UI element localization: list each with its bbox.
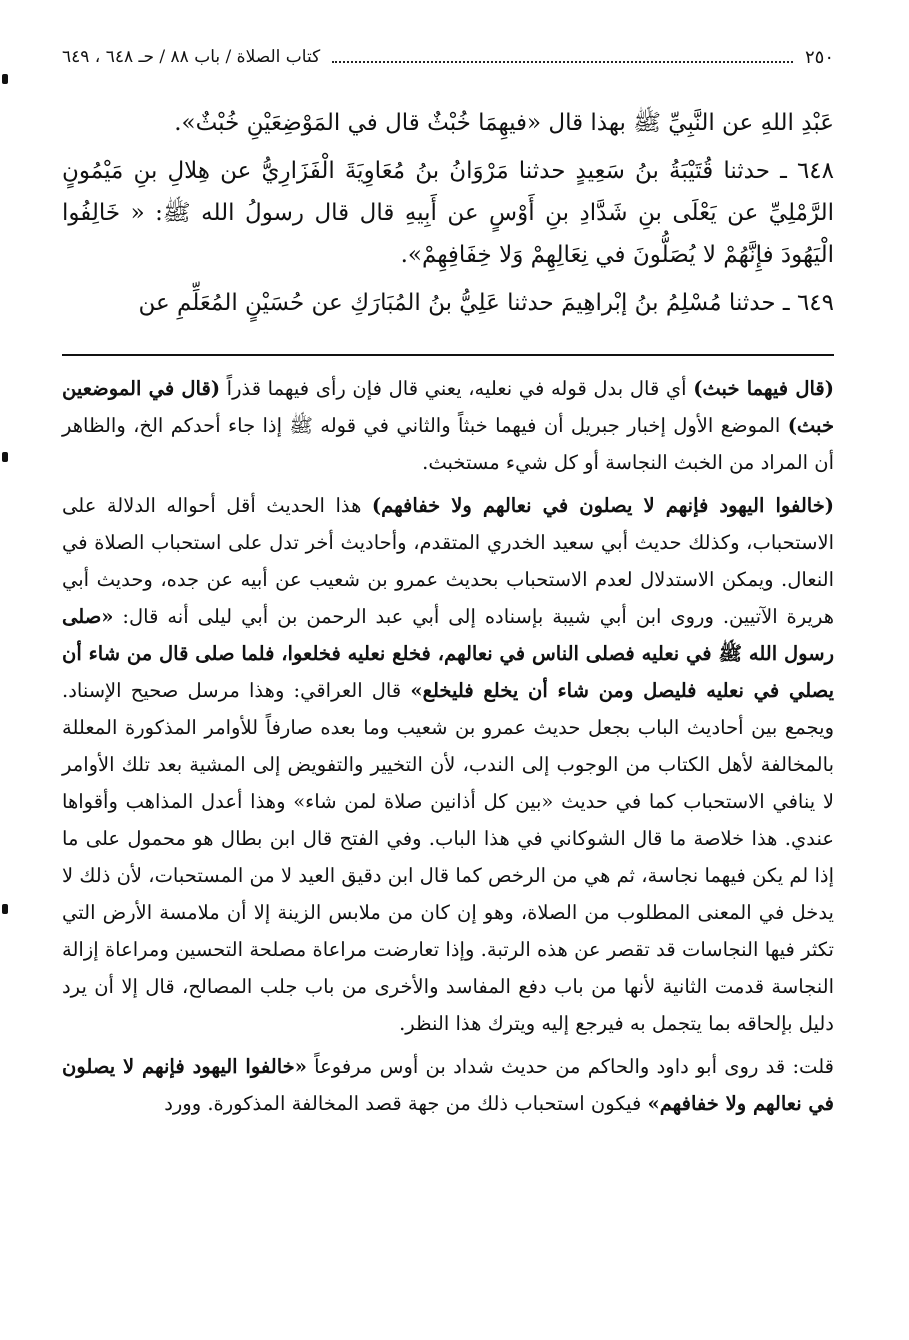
running-title: كتاب الصلاة / باب ٨٨ / حـ ٦٤٨ ، ٦٤٩ <box>62 47 321 67</box>
hadith-649: ٦٤٩ ـ حدثنا مُسْلِمُ بنُ إبْراهِيمَ حدثنا عَلِيُّ بنُ المُبَارَكِ عن حُسَيْنٍ المُعَلِّمِ عن <box>138 290 834 316</box>
margin-mark-lower <box>2 904 8 914</box>
commentary-paragraph-1 <box>62 370 834 481</box>
commentary-text: هذا الحديث أقل أحواله الدلالة على الاستحباب، وكذلك حديث أبي سعيد الخدري المتقدم، وأحاديث أخر تدل على استحباب الصلاة في النعال. ويمكن الاستدلال لعدم الاستحباب بحديث عمرو بن شعيب عن أبيه عن جده، وحديث أبي هريرة الآتيين. وروى ابن أبي شيبة بإسناده إلى أبي عبد الرحمن بن أبي ليلى أنه قال: <box>62 494 834 628</box>
commentary-quote: «خالفوا اليهود فإنهم لا يصلون في نعالهم ولا خفافهم» <box>62 1055 834 1115</box>
commentary-quote: «صلى رسول الله ﷺ في نعليه فصلى الناس في نعالهم، فخلع نعليه فخلعوا، فلما صلى قال من شاء أن يصلي في نعليه فليصل ومن شاء أن يخلع فليخلع» <box>62 605 835 702</box>
margin-mark-middle <box>2 452 8 462</box>
commentary-text: فيكون استحباب ذلك من جهة قصد المخالفة المذكورة. وورد <box>164 1092 648 1115</box>
margin-mark-top <box>2 74 8 84</box>
commentary-divider <box>62 354 834 356</box>
hadith-text <box>62 102 834 324</box>
book-page <box>62 40 834 1310</box>
commentary <box>62 370 834 1122</box>
hadith-648: ٦٤٨ ـ حدثنا قُتَيْبَةُ بنُ سَعِيدٍ حدثنا مَرْوَانُ بنُ مُعَاوِيَةَ الْفَزَارِيُّ عن هِلالِ بنِ مَيْمُونٍ الرَّمْلِيِّ عن يَعْلَى بنِ شَدَّادِ بنِ أَوْسٍ عن أَبِيهِ قال قال رسولُ الله ﷺ: « خَالِفُوا الْيَهُودَ فإِنَّهُمْ لا يُصَلُّونَ في نِعَالِهِمْ وَلا خِفَافِهِمْ». <box>62 158 834 268</box>
commentary-term: (قال فيهما خبث) <box>693 377 834 400</box>
commentary-paragraph-3 <box>62 1048 834 1122</box>
commentary-text: الموضع الأول إخبار جبريل أن فيهما خبثاً والثاني في قوله ﷺ إذا جاء أحدكم الخ، والظاهر أن المراد من الخبث النجاسة أو كل شيء مستخبث. <box>62 414 834 474</box>
commentary-term: (خالفوا اليهود فإنهم لا يصلون في نعالهم ولا خفافهم) <box>371 494 834 517</box>
commentary-text: قلت: قد روى أبو داود والحاكم من حديث شداد بن أوس مرفوعاً <box>306 1055 834 1078</box>
page-number: ٢٥٠ <box>804 46 834 68</box>
commentary-paragraph-2 <box>62 487 834 1042</box>
hadith-continuation: عَبْدِ اللهِ عن النَّبِيِّ ﷺ بهذا قال «فيهِمَا خُبْثٌ قال في المَوْضِعَيْنِ خُبْثٌ». <box>174 110 834 136</box>
commentary-text: قال العراقي: وهذا مرسل صحيح الإسناد. ويجمع بين أحاديث الباب بجعل حديث عمرو بن شعيب وما بعده صارفاً للأوامر المذكورة المعللة بالمخالفة لأهل الكتاب من الوجوب إلى الندب، لأن التخيير والتفويض إلى المشية بعد تلك الأوامر لا ينافي الاستحباب كما في حديث «بين كل أذانين صلاة لمن شاء» وهذا أعدل المذاهب وأقواها عندي. هذا خلاصة ما قال الشوكاني في هذا الباب. وفي الفتح قال ابن بطال هو محمول على ما إذا لم يكن فيهما نجاسة، ثم هي من الرخص كما قال ابن دقيق العيد لا من المستحبات، لأن ذلك لا يدخل في المعنى المطلوب من الصلاة، وهو إن كان من ملابس الزينة إلا أن ملامسة الأرض التي تكثر فيها النجاسات قد تقصر عن هذه الرتبة. وإذا تعارضت مراعاة مصلحة التحسين ومراعاة إزالة النجاسة قدمت الثانية لأنها من باب دفع المفاسد والأخرى من باب جلب المصالح، قال إلا أن يرد دليل بإلحاقه بما يتجمل به فيرجع إليه ويترك هذا النظر. <box>62 679 834 1035</box>
page-header <box>62 40 834 74</box>
commentary-text: أي قال بدل قوله في نعليه، يعني قال فإن رأى فيهما قذراً <box>220 377 694 400</box>
header-dotted-leader <box>332 51 793 63</box>
commentary-term: (قال في الموضعين خبث) <box>62 377 834 437</box>
